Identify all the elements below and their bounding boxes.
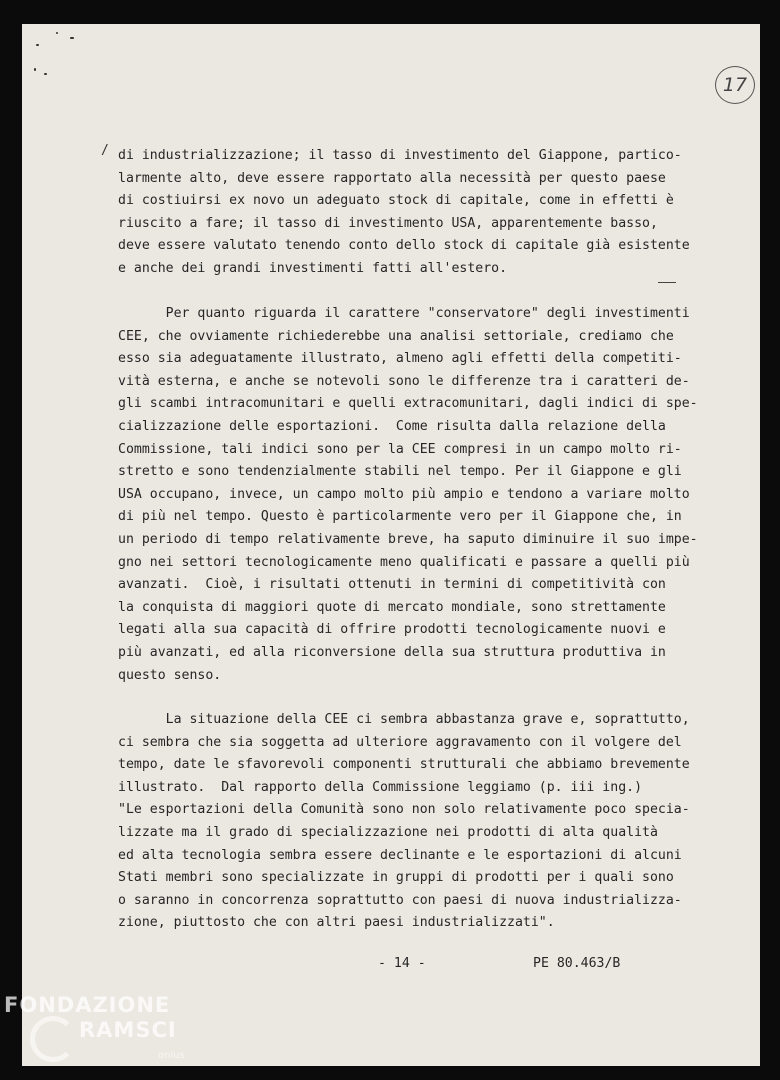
text-line: e anche dei grandi investimenti fatti all'estero. [118,260,508,276]
text-line: CEE, che ovviamente richiederebbe una analisi settoriale, crediamo che [118,328,674,344]
text-line: gli scambi intracomunitari e quelli extracomunitari, dagli indici di spe- [118,396,698,412]
text-line: zione, piuttosto che con altri paesi industrializzati". [118,915,555,931]
text-line: larmente alto, deve essere rapportato alla necessità per questo paese [118,170,666,186]
text-line: legati alla sua capacità di offrire prodotti tecnologicamente nuovi e [118,622,666,638]
text-line: più avanzati, ed alla riconversione della sua struttura produttiva in [118,644,666,660]
text-line: La situazione della CEE ci sembra abbastanza grave e, soprattutto, [118,712,690,727]
text-line: deve essere valutato tenendo conto dello stock di capitale già esistente [118,238,690,254]
text-line: la conquista di maggiori quote di mercato mondiale, sono strettamente [118,599,666,615]
folio-number: 17 [715,66,755,104]
text-line: Commissione, tali indici sono per la CEE compresi in un campo molto ri- [118,441,682,457]
watermark-title: FONDAZIONE [4,993,171,1017]
text-line: ed alta tecnologia sembra essere declinante e le esportazioni di alcuni [118,847,682,863]
text-line: di costiuirsi ex novo un adeguato stock di capitale, come in effetti è [118,193,674,209]
text-line: di più nel tempo. Questo è particolarmente vero per il Giappone che, in [118,509,682,525]
text-line: esso sia adeguatamente illustrato, almeno agli effetti della competiti- [118,351,682,367]
text-line: illustrato. Dal rapporto della Commissione leggiamo (p. iii ing.) [118,779,643,795]
text-line: avanzati. Cioè, i risultati ottenuti in termini di competitività con [118,577,666,593]
paragraph-1 [118,145,690,281]
text-line: Stati membri sono specializzate in gruppi di prodotti per i quali sono [118,870,674,886]
text-line: Per quanto riguarda il carattere "conservatore" degli investimenti [118,306,690,321]
page-number: - 14 - [378,956,426,971]
text-line: USA occupano, invece, un campo molto più ampio e tendono a variare molto [118,486,690,502]
text-line: di industrializzazione; il tasso di investimento del Giappone, partico- [118,148,682,163]
paragraph-2 [118,303,698,687]
text-line: lizzate ma il grado di specializzazione nei prodotti di alta qualità [118,824,658,840]
text-line: "Le esportazioni della Comunità sono non solo relativamente poco specia- [118,802,690,818]
document-code: PE 80.463/B [533,956,621,971]
text-line: un periodo di tempo relativamente breve, ha saputo diminuire il suo impe- [118,531,698,547]
margin-dash [658,282,676,283]
watermark-subtitle: RAMSCI [79,1018,177,1042]
text-line: stretto e sono tendenzialmente stabili nel tempo. Per il Giappone e gli [118,464,682,480]
text-line: riuscito a fare; il tasso di investimento USA, apparentemente basso, [118,215,658,231]
text-line: ci sembra che sia soggetta ad ulteriore aggravamento con il volgere del [118,734,682,750]
watermark-small: onlus [158,1050,185,1061]
text-line: questo senso. [118,667,222,683]
text-line: vità esterna, e anche se notevoli sono le differenze tra i caratteri de- [118,373,690,389]
paragraph-3 [118,709,690,935]
text-line: o saranno in concorrenza soprattutto con paesi di nuova industrializza- [118,892,682,908]
text-line: cializzazione delle esportazioni. Come risulta dalla relazione della [118,418,666,434]
text-line: tempo, date le sfavorevoli componenti strutturali che abbiamo brevemente [118,757,690,773]
text-line: gno nei settori tecnologicamente meno qualificati e passare a quelli più [118,554,690,570]
margin-mark: / [101,143,109,158]
watermark-g-logo-icon [30,1016,76,1062]
